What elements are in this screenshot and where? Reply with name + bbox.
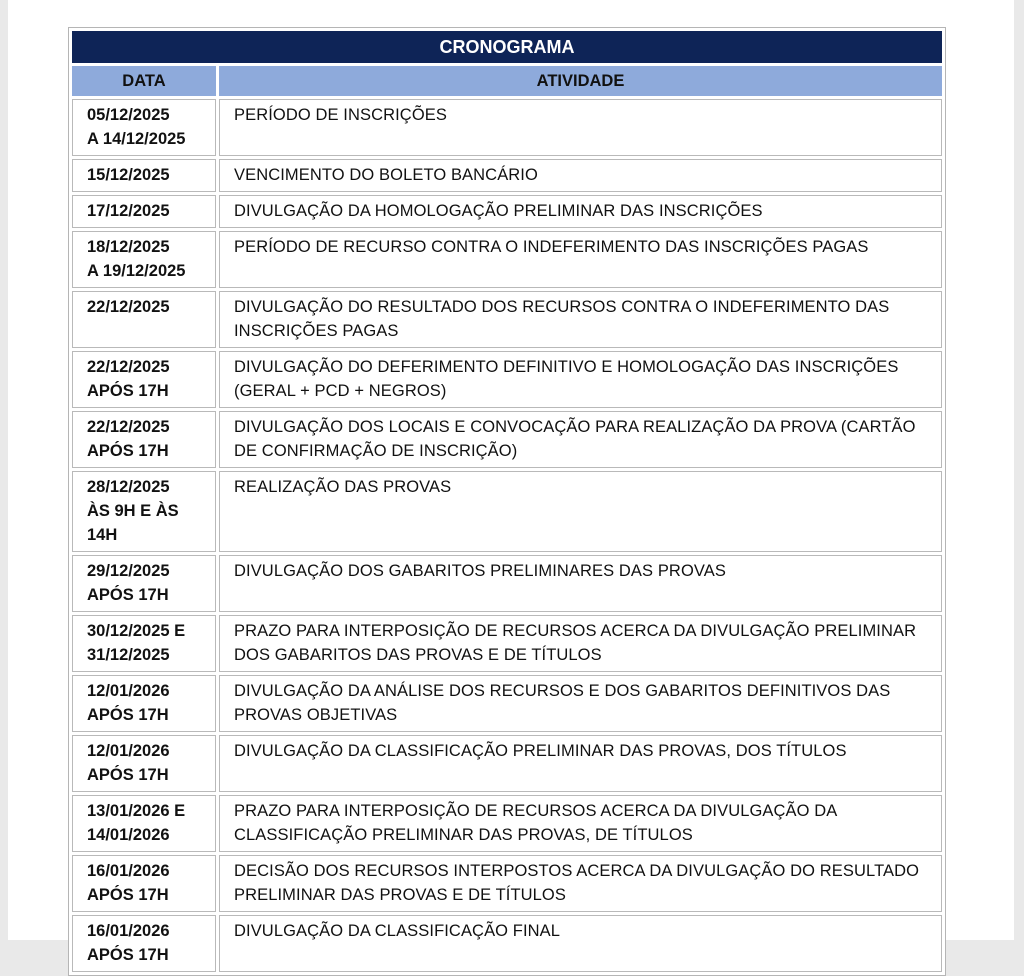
table-row [72, 231, 942, 288]
row-date: 22/12/2025 APÓS 17H [72, 351, 216, 408]
row-date: 18/12/2025 A 19/12/2025 [72, 231, 216, 288]
table-row [72, 99, 942, 156]
row-date: 28/12/2025 ÀS 9H E ÀS 14H [72, 471, 216, 552]
table-row [72, 351, 942, 408]
row-activity: DECISÃO DOS RECURSOS INTERPOSTOS ACERCA DA DIVULGAÇÃO DO RESULTADO PRELIMINAR DAS PROVAS E DE TÍTULOS [219, 855, 942, 912]
row-date: 05/12/2025 A 14/12/2025 [72, 99, 216, 156]
row-activity: DIVULGAÇÃO DA CLASSIFICAÇÃO FINAL [219, 915, 942, 972]
row-activity: PRAZO PARA INTERPOSIÇÃO DE RECURSOS ACERCA DA DIVULGAÇÃO DA CLASSIFICAÇÃO PRELIMINAR DAS PROVAS, DE TÍTULOS [219, 795, 942, 852]
row-date: 16/01/2026 APÓS 17H [72, 855, 216, 912]
row-date: 15/12/2025 [72, 159, 216, 192]
row-date: 22/12/2025 [72, 291, 216, 348]
row-activity: DIVULGAÇÃO DA CLASSIFICAÇÃO PRELIMINAR DAS PROVAS, DOS TÍTULOS [219, 735, 942, 792]
row-date: 17/12/2025 [72, 195, 216, 228]
column-header-activity: ATIVIDADE [219, 66, 942, 96]
table-row [72, 411, 942, 468]
row-date: 13/01/2026 E 14/01/2026 [72, 795, 216, 852]
row-date: 30/12/2025 E 31/12/2025 [72, 615, 216, 672]
schedule-rows [72, 99, 942, 972]
row-activity: REALIZAÇÃO DAS PROVAS [219, 471, 942, 552]
column-header-date: DATA [72, 66, 216, 96]
row-activity: DIVULGAÇÃO DOS GABARITOS PRELIMINARES DAS PROVAS [219, 555, 942, 612]
row-date: 12/01/2026 APÓS 17H [72, 735, 216, 792]
title-row [72, 31, 942, 63]
table-title: CRONOGRAMA [72, 31, 942, 63]
row-activity: PRAZO PARA INTERPOSIÇÃO DE RECURSOS ACERCA DA DIVULGAÇÃO PRELIMINAR DOS GABARITOS DAS PROVAS E DE TÍTULOS [219, 615, 942, 672]
table-row [72, 291, 942, 348]
table-row [72, 915, 942, 972]
row-activity: DIVULGAÇÃO DOS LOCAIS E CONVOCAÇÃO PARA REALIZAÇÃO DA PROVA (CARTÃO DE CONFIRMAÇÃO DE INSCRIÇÃO) [219, 411, 942, 468]
row-activity: DIVULGAÇÃO DO DEFERIMENTO DEFINITIVO E HOMOLOGAÇÃO DAS INSCRIÇÕES (GERAL + PCD + NEGROS) [219, 351, 942, 408]
table-row [72, 795, 942, 852]
table-row [72, 195, 942, 228]
row-activity: DIVULGAÇÃO DA HOMOLOGAÇÃO PRELIMINAR DAS INSCRIÇÕES [219, 195, 942, 228]
row-date: 16/01/2026 APÓS 17H [72, 915, 216, 972]
row-date: 22/12/2025 APÓS 17H [72, 411, 216, 468]
table-row [72, 615, 942, 672]
table-row [72, 675, 942, 732]
row-date: 29/12/2025 APÓS 17H [72, 555, 216, 612]
row-date: 12/01/2026 APÓS 17H [72, 675, 216, 732]
table-row [72, 855, 942, 912]
header-row [72, 66, 942, 96]
row-activity: PERÍODO DE RECURSO CONTRA O INDEFERIMENTO DAS INSCRIÇÕES PAGAS [219, 231, 942, 288]
row-activity: VENCIMENTO DO BOLETO BANCÁRIO [219, 159, 942, 192]
table-row [72, 471, 942, 552]
row-activity: DIVULGAÇÃO DO RESULTADO DOS RECURSOS CONTRA O INDEFERIMENTO DAS INSCRIÇÕES PAGAS [219, 291, 942, 348]
table-row [72, 555, 942, 612]
schedule-table [68, 27, 946, 976]
row-activity: PERÍODO DE INSCRIÇÕES [219, 99, 942, 156]
document-page [8, 0, 1014, 964]
row-activity: DIVULGAÇÃO DA ANÁLISE DOS RECURSOS E DOS GABARITOS DEFINITIVOS DAS PROVAS OBJETIVAS [219, 675, 942, 732]
table-row [72, 735, 942, 792]
table-row [72, 159, 942, 192]
